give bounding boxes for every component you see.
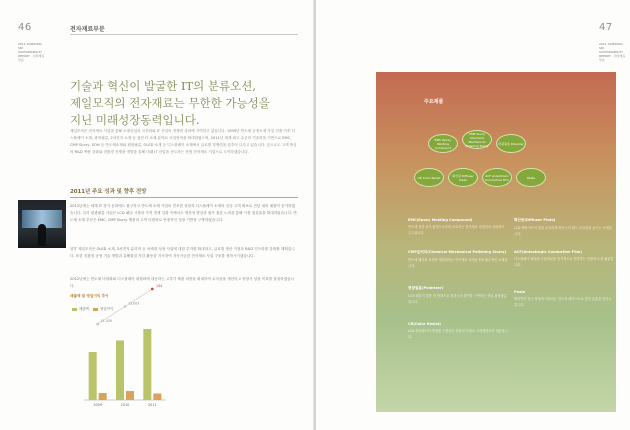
product-item [514, 218, 614, 237]
data-label: 11,426 [100, 319, 112, 323]
product-item [514, 290, 614, 308]
bar-profit [99, 393, 107, 400]
bar-revenue [143, 329, 151, 400]
bar-profit [126, 391, 134, 400]
bar-profit [153, 394, 161, 401]
node-label: ACF Anisotropic Conductive Film [485, 173, 509, 182]
x-tick-label: 2009 [93, 403, 102, 407]
product-item-title: 편광필름(Polarizer) [408, 286, 444, 290]
product-item-title: EMC(Epoxy Molding Compound) [408, 218, 473, 222]
product-item-desc: LCD 컬러필터의 색상을 구현하는 감광성 소재로 고색재현성을 제공합니다. [408, 329, 508, 339]
trend-point [124, 305, 127, 308]
product-item-title: 확산판(Diffuser Plate) [514, 218, 556, 222]
body-paragraph: 향후 제일모직은 OLED 소재, 2차전지 분리막 등 차세대 성장 사업에 대한 투자를 확대하고, 글로벌 생산 거점과 R&D 인프라를 강화할 계획입니다. 또한 친환경 공정 기술 개발과 유해물질 저감 활동을 지속하여 지속가능한 전자재료 사업 구조를 정착시키겠습니다. [70, 247, 295, 258]
product-node-acf [482, 168, 512, 187]
chart-title: 매출액 및 영업이익 추이 [70, 294, 109, 298]
panel-title: 주요제품 [424, 99, 444, 105]
headline-line: 제일모직의 전자재료는 무한한 가능성을 [70, 96, 270, 110]
x-tick-label: 2010 [120, 403, 130, 407]
headline [70, 78, 290, 129]
product-item-title: CMP슬러리(Chemical Mechanical Polishing Slurry) [408, 250, 507, 254]
product-node-diffuser [448, 168, 478, 187]
top-rule [70, 34, 298, 35]
body-paragraph: 2011년에는 세계 IT 경기 둔화에도 불구하고 반도체 소재 사업의 견조한 성장과 디스플레이 소재의 신규 고객 확보로 전년 대비 매출이 증가하였습니다. 특히 편광필름 사업은 LCD 패널 시장의 가격 경쟁 심화 속에서도 생산성 향상과 원가 절감 노력을 통해 시장 점유율을 확대하였습니다. 반도체 소재 부문은 EMC, CMP Slurry 제품의 고객 다변화로 안정적인 성장 기반을 구축하였습니다. [70, 204, 297, 222]
product-node-cr [414, 168, 444, 187]
headline-line: 기술과 혁신이 발굴한 IT의 분류오션, [70, 79, 257, 93]
product-item-desc: LCD 패널의 빛을 한 방향으로 통과시켜 화면을 구현하는 핵심 광학필름입니다. [408, 294, 507, 304]
right-page-number: 47 [599, 22, 613, 33]
product-item-title: Paste [514, 290, 526, 294]
product-item-desc: 반도체 칩을 외부 환경으로부터 보호하는 봉지재로 내열성과 신뢰성이 우수합니다. [408, 225, 505, 235]
subhead-rule [70, 197, 298, 198]
product-node-cmp [462, 130, 492, 149]
x-tick-label: 2011 [148, 403, 157, 407]
node-label: 편광필름 Polarizer [498, 141, 524, 146]
product-item [408, 218, 508, 236]
product-node-emc [428, 134, 458, 153]
product-item [408, 322, 508, 340]
product-item [514, 250, 614, 268]
headline-line: 지닌 미래성장동력입니다. [70, 113, 200, 127]
presentation-photo [18, 200, 66, 248]
data-label: 13,003 [128, 301, 140, 306]
product-item [408, 286, 508, 305]
product-item-desc: 반도체 웨이퍼 표면을 평탄화하는 연마재로 미세공정에 필수적인 소재입니다. [408, 258, 508, 268]
bar-revenue [116, 341, 124, 401]
body-paragraph: 2012년에는 반도체 미세화와 디스플레이 대형화에 대응하는 고부가 제품 비중을 확대하여 수익성을 개선하고 중장기 성장 목표를 달성하겠습니다. [70, 277, 295, 288]
trend-point [96, 323, 99, 326]
product-item-title: ACF(Anisotropic Conductive Film) [514, 250, 583, 254]
bar-revenue [89, 352, 97, 400]
node-label: EMC Epoxy Molding Compound [434, 137, 452, 150]
section-label: 전자재료부문 [70, 26, 105, 33]
right-page [316, 0, 630, 430]
legend-label: 매출액 [79, 307, 89, 311]
product-item-desc: 태양전지 전극 형성에 사용되는 전도성 페이스트로 발전 효율을 향상시킵니다. [514, 297, 612, 307]
node-label: Paste [526, 175, 536, 180]
left-side-note: 2011 SAMSUNG SDI SUSTAINABILITY REPORT · 전자재료부문 [18, 42, 45, 62]
right-side-note: 2011 SAMSUNG SDI SUSTAINABILITY REPORT · 전자재료부문 [599, 42, 626, 62]
product-item-desc: LCD 백라이트의 빛을 균일하게 확산시켜 휘도 균일성을 높이는 소재입니다. [514, 226, 612, 236]
product-item-desc: 디스플레이 패널과 구동회로를 전기적으로 연결하는 이방성 도전 필름입니다. [514, 257, 614, 267]
product-item-title: CR(Color Resist) [408, 322, 441, 326]
legend-label: 영업이익 [100, 307, 114, 311]
subhead: 2011년 주요 성과 및 향후 전망 [70, 189, 147, 195]
node-label: CR Color Resist [417, 175, 441, 180]
photo-person [38, 224, 46, 246]
intro-paragraph: 제일모직은 전자재료 사업을 통해 소재산업의 국산화와 IT 산업의 경쟁력 강화에 기여하고 있습니다. 1999년 반도체 공정소재 사업 진출 이후 디스플레이 소재, 광학필름, 2차전지 소재 등 첨단 IT 소재 분야로 사업영역을 확대하였으며, 2011년 세계 최고 수준의 기술력을 기반으로 EMC, CMP Slurry, SOH 등 반도체소재와 편광필름, OLED 소재 등 디스플레이 소재에서 글로벌 경쟁력을 갖추어 나가고 있습니다. 앞으로도 고객 중심의 R&D 역량 강화와 친환경 신제품 개발을 통해 미래 IT 산업을 선도하는 종합 전자재료 기업으로 도약하겠습니다. [70, 129, 297, 154]
product-node-polarizer [496, 134, 526, 153]
left-page [0, 0, 314, 430]
node-label: CMP Slurry Chemical Mechanical Polishing Slurry [465, 131, 489, 148]
data-label: 264 [156, 284, 163, 288]
product-item [408, 250, 508, 269]
product-panel [376, 72, 616, 412]
left-page-number: 46 [18, 22, 32, 33]
trend-point [151, 288, 154, 291]
node-label: 확산판 Diffuser Plate [452, 173, 474, 182]
product-node-paste [516, 168, 546, 187]
